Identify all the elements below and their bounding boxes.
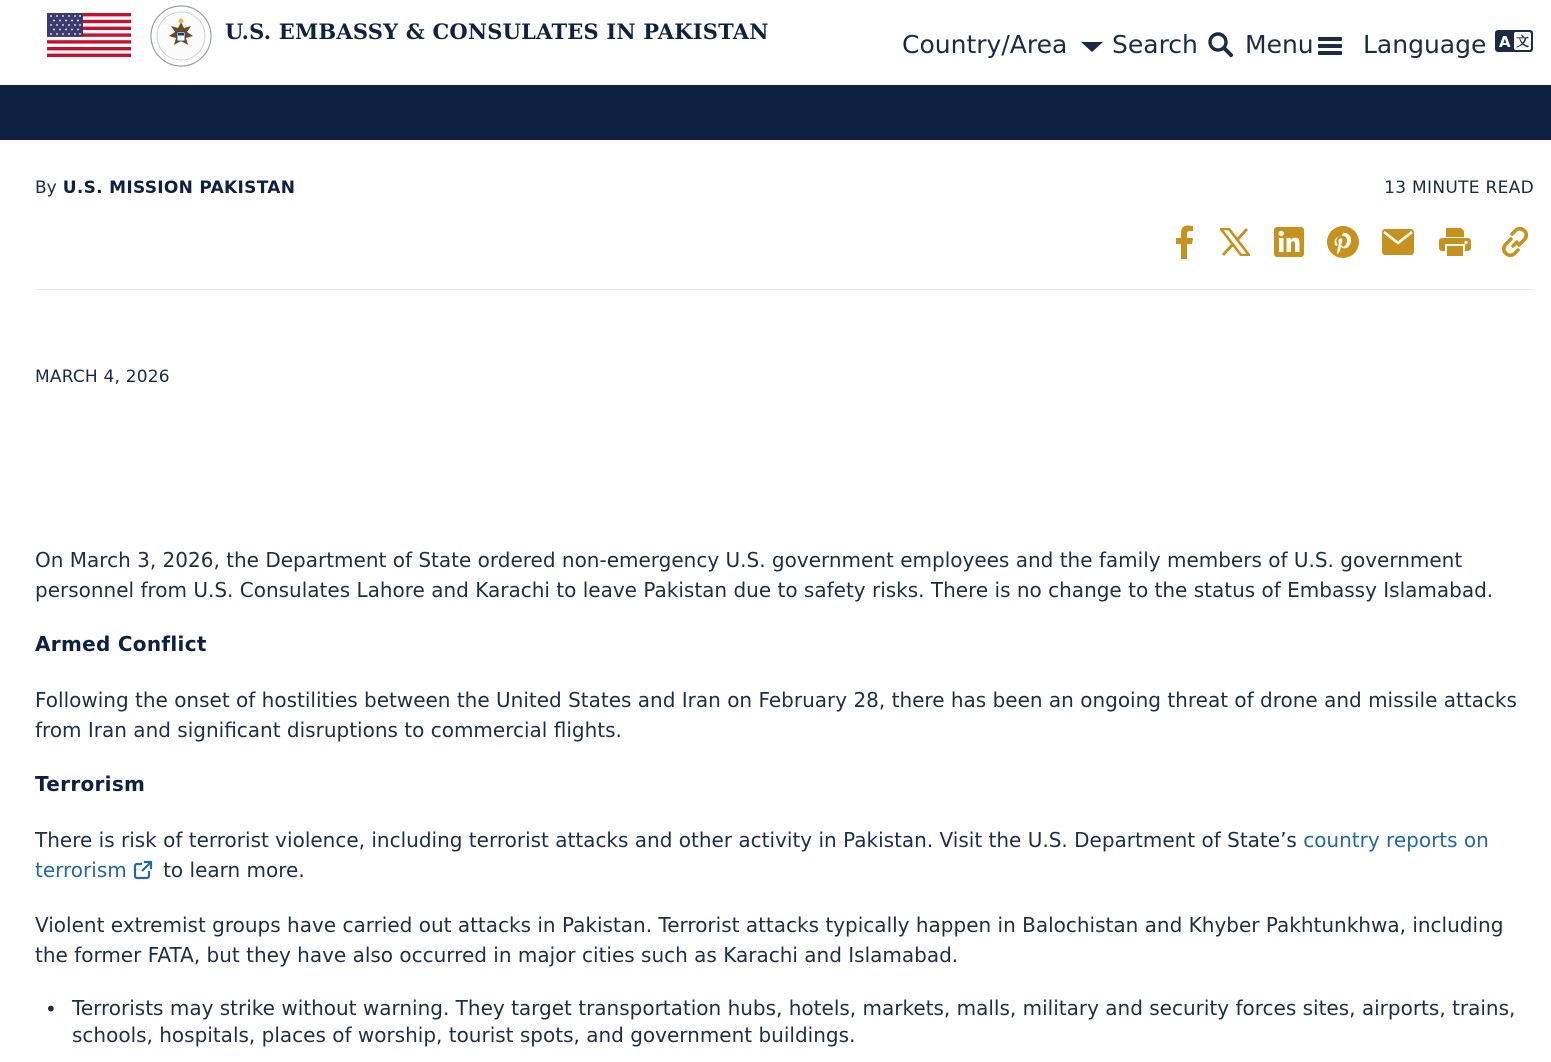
divider — [35, 289, 1534, 290]
share-email-button[interactable] — [1380, 224, 1416, 260]
x-icon — [1220, 228, 1250, 256]
print-icon — [1439, 226, 1471, 258]
country-area-dropdown[interactable] — [902, 26, 1104, 62]
bullet-marker: • — [45, 997, 57, 1021]
extremist-groups-paragraph: Violent extremist groups have carried out attacks in Pakistan. Terrorist attacks typically happen in Balochistan and Khyber Pakhtunkhwa, including the former FATA, but they have also occurred in major cities such as Karachi and Islamabad. — [35, 913, 1504, 967]
country-reports-link[interactable]: country reports on terrorism — [35, 828, 1489, 882]
link-icon — [1497, 226, 1533, 258]
svg-text:A: A — [1499, 33, 1511, 51]
chevron-down-icon — [1080, 40, 1104, 54]
author-name: U.S. MISSION PAKISTAN — [62, 178, 296, 198]
read-time: 13 MINUTE READ — [1384, 178, 1534, 198]
search-label: Search — [1112, 29, 1198, 59]
menu-label: Menu — [1245, 29, 1314, 59]
email-icon — [1382, 229, 1414, 255]
terrorism-paragraph — [35, 825, 1535, 885]
linkedin-icon — [1274, 227, 1304, 257]
intro-paragraph: On March 3, 2026, the Department of State ordered non-emergency U.S. government employees and the family members of U.S. government personnel from U.S. Consulates Lahore and Karachi to leave Pakistan due to safety risks. There is no change to the status of Embassy Islamabad. — [35, 548, 1494, 602]
share-x-button[interactable] — [1218, 224, 1252, 260]
share-facebook-button[interactable] — [1168, 224, 1200, 260]
terrorism-text-start: There is risk of terrorist violence, including terrorist attacks and other activity in Pakistan. Visit the U.S. Department of State’s — [35, 828, 1304, 852]
terrorism-heading: Terrorism — [35, 772, 146, 796]
share-linkedin-button[interactable] — [1272, 224, 1306, 260]
byline — [35, 178, 295, 198]
facebook-icon — [1174, 225, 1194, 259]
site-title[interactable]: U.S. EMBASSY & CONSULATES IN PAKISTAN — [225, 19, 769, 44]
copy-link-button[interactable] — [1495, 224, 1535, 260]
menu-button[interactable] — [1245, 26, 1343, 62]
list-item: Terrorists may strike without warning. They target transportation hubs, hotels, markets, malls, military and security forces sites, airports, trains, schools, hospitals, places of worship, tourist spots, and government buildings. — [72, 996, 1516, 1047]
by-label: By — [35, 178, 57, 198]
language-button[interactable] — [1363, 26, 1534, 62]
share-pinterest-button[interactable] — [1325, 224, 1361, 260]
country-area-label: Country/Area — [902, 29, 1068, 59]
armed-conflict-paragraph: Following the onset of hostilities between the United States and Iran on February 28, there has been an ongoing threat of drone and missile attacks from Iran and significant disruptions to commercial flights. — [35, 688, 1517, 742]
us-flag-icon[interactable] — [47, 13, 131, 57]
publish-date: MARCH 4, 2026 — [35, 367, 170, 387]
search-icon — [1207, 31, 1233, 57]
hamburger-icon — [1317, 35, 1343, 57]
external-link-icon[interactable] — [133, 860, 153, 880]
svg-text:文: 文 — [1516, 35, 1530, 50]
translate-icon — [1494, 29, 1534, 53]
embassy-seal-icon[interactable] — [150, 5, 212, 67]
page-banner — [0, 85, 1551, 140]
site-header — [0, 0, 1551, 85]
terrorism-text-end: to learn more. — [156, 858, 305, 882]
share-print-button[interactable] — [1437, 224, 1473, 260]
search-button[interactable] — [1112, 26, 1233, 62]
armed-conflict-heading: Armed Conflict — [35, 632, 207, 656]
language-label: Language — [1363, 29, 1487, 59]
pinterest-icon — [1327, 226, 1359, 258]
